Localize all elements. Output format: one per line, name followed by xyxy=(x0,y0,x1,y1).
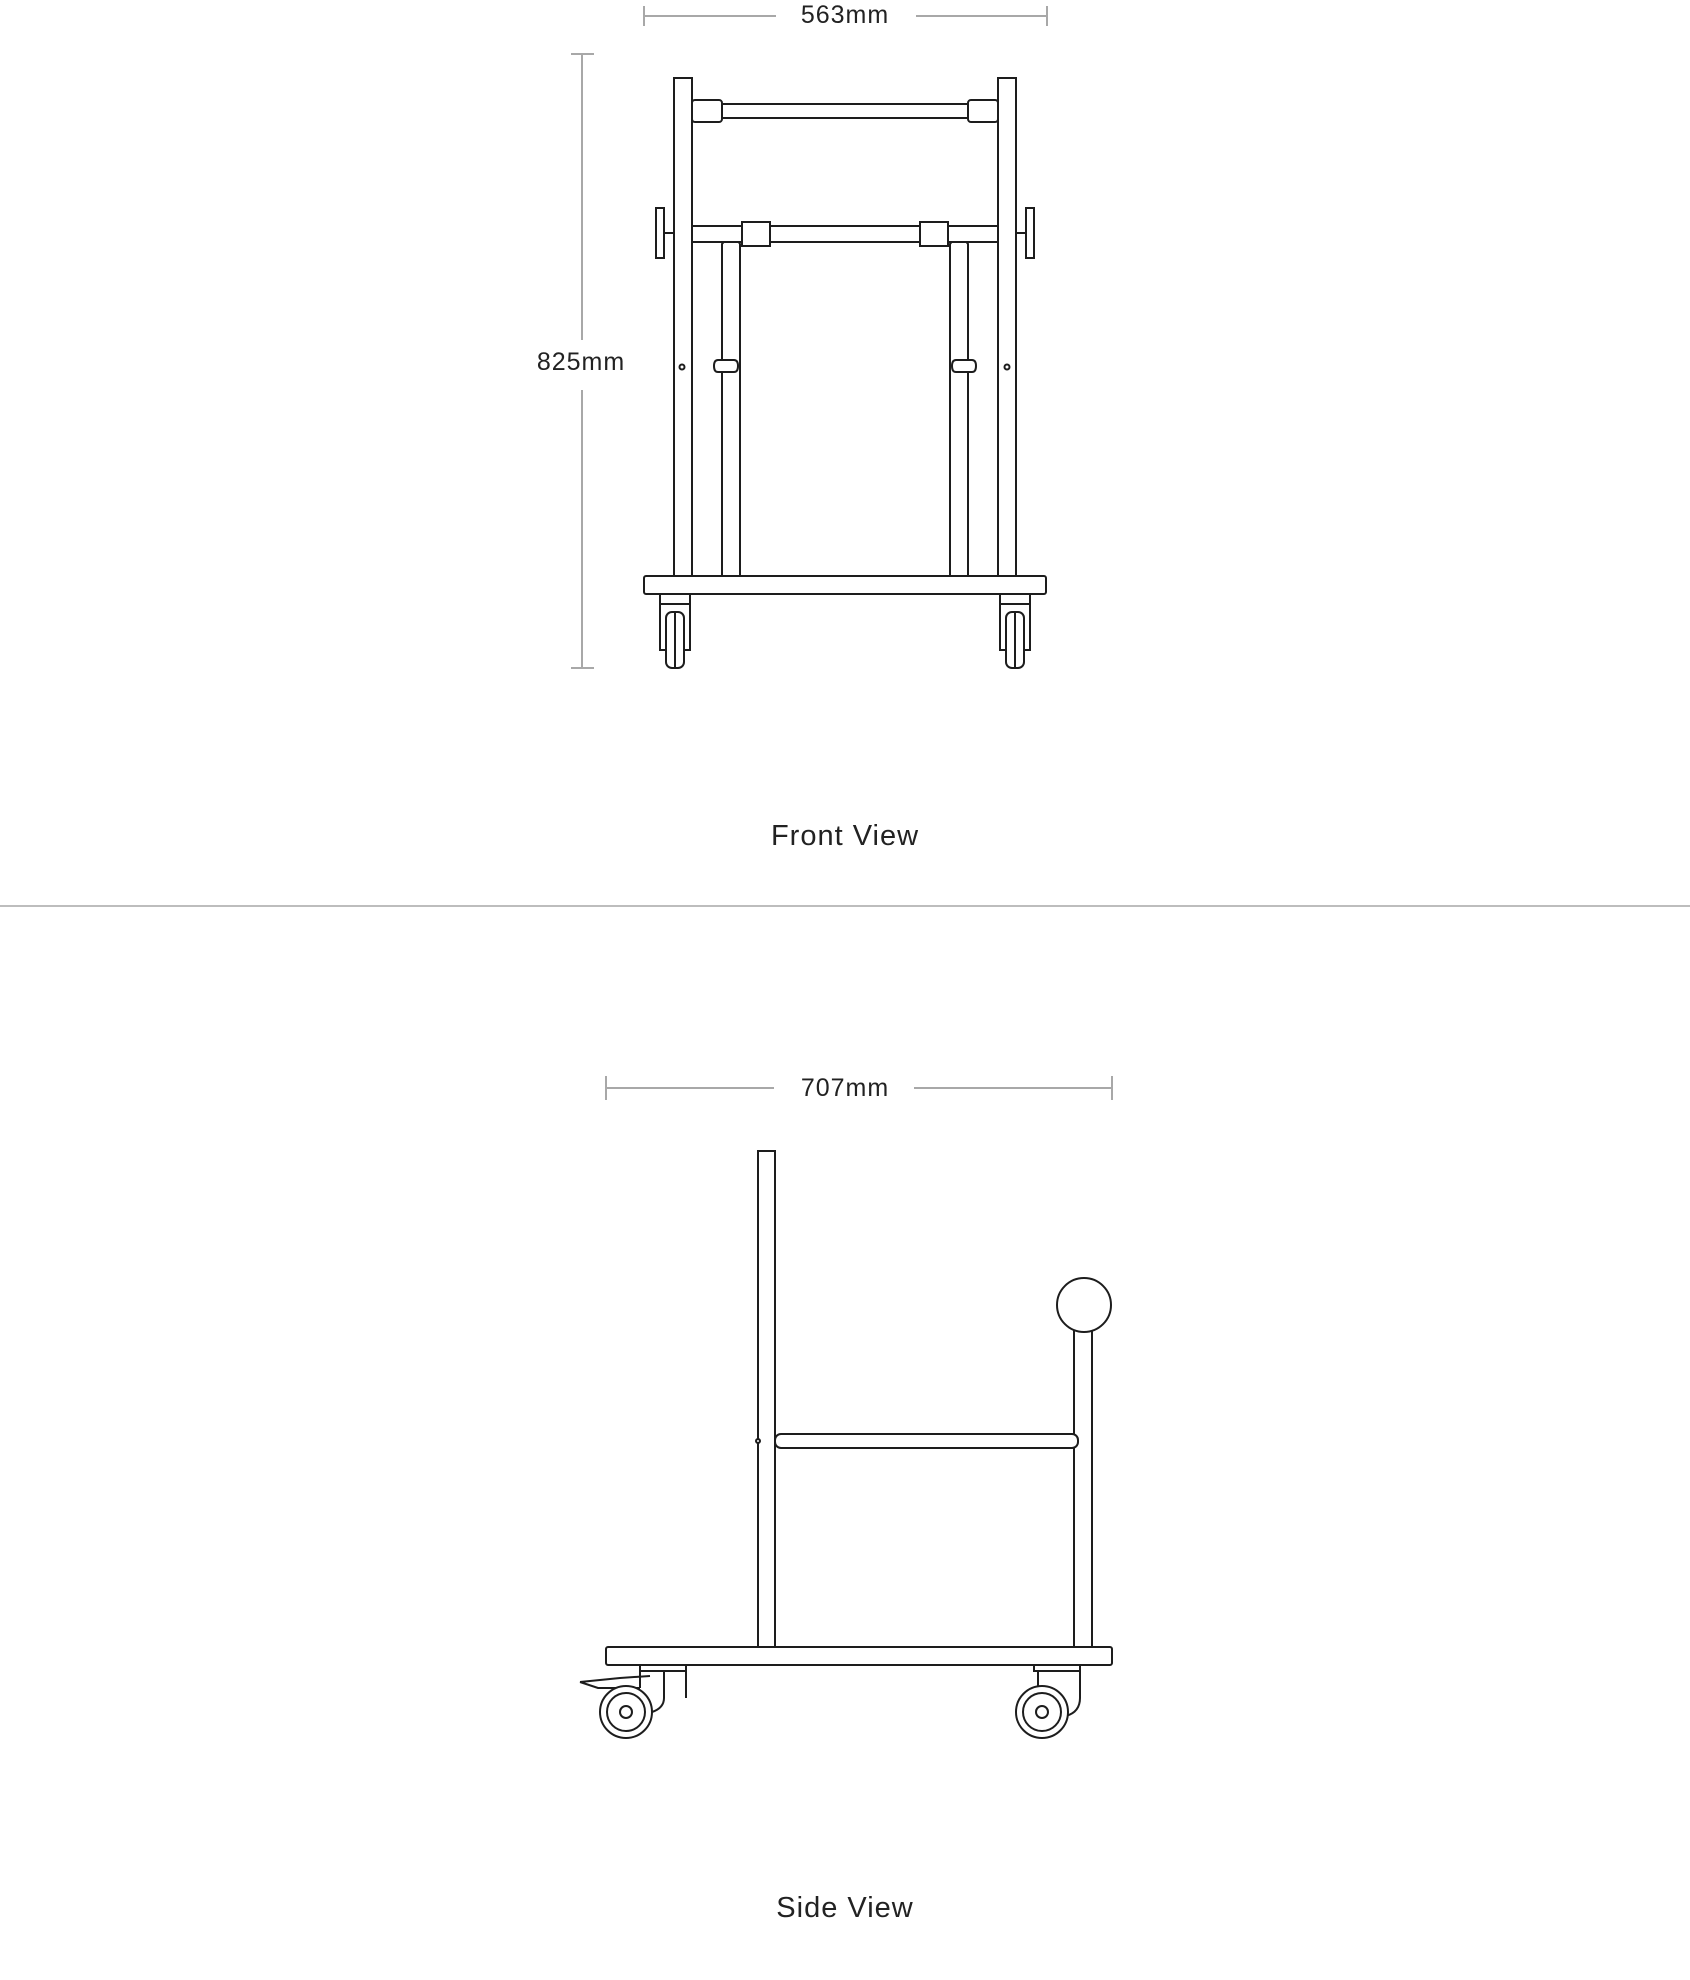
depth-label: 707mm xyxy=(800,1074,890,1102)
front-view-caption: Front View xyxy=(770,820,920,852)
side-view-panel xyxy=(0,908,1690,1980)
width-dimension xyxy=(644,1,1047,29)
front-cart-outline xyxy=(644,78,1046,668)
section-divider xyxy=(0,905,1690,907)
height-dimension xyxy=(537,54,625,668)
side-cart-outline xyxy=(580,1151,1112,1738)
height-label: 825mm xyxy=(536,348,626,376)
front-view-drawing xyxy=(0,0,1690,906)
side-view-drawing xyxy=(0,908,1690,1980)
side-view-caption: Side View xyxy=(776,1892,914,1924)
width-label: 563mm xyxy=(800,1,890,29)
depth-dimension xyxy=(606,1074,1112,1102)
front-view-panel xyxy=(0,0,1690,906)
